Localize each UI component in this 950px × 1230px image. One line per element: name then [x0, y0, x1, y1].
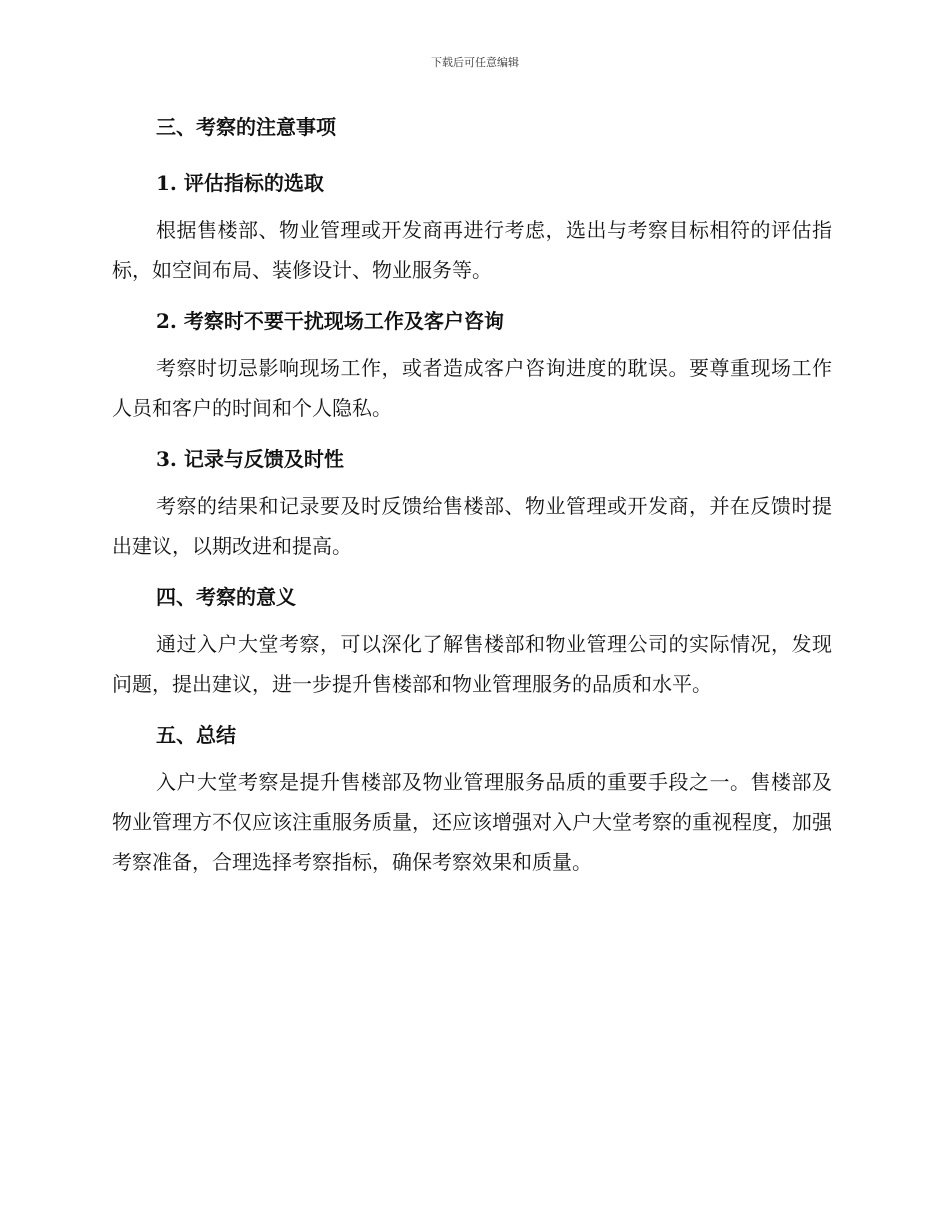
subsection-1-body: 根据售楼部、物业管理或开发商再进行考虑，选出与考察目标相符的评估指标，如空间布局、装修设计、物业服务等。 [112, 218, 832, 282]
subsection-2-title: 2. 考察时不要干扰现场工作及客户咨询 [156, 309, 504, 333]
section-5-title: 五、总结 [156, 723, 236, 747]
document-body [112, 112, 832, 882]
subsection-3-title: 3. 记录与反馈及时性 [156, 447, 344, 471]
section-4-body: 通过入户大堂考察，可以深化了解售楼部和物业管理公司的实际情况，发现问题，提出建议，进一步提升售楼部和物业管理服务的品质和水平。 [112, 632, 832, 696]
page-header: 下载后可任意编辑 [431, 56, 519, 69]
subsection-1-title: 1. 评估指标的选取 [156, 171, 324, 195]
section-4-title: 四、考察的意义 [156, 585, 296, 609]
subsection-2-body: 考察时切忌影响现场工作，或者造成客户咨询进度的耽误。要尊重现场工作人员和客户的时间和个人隐私。 [112, 356, 832, 420]
subsection-3-body: 考察的结果和记录要及时反馈给售楼部、物业管理或开发商，并在反馈时提出建议，以期改进和提高。 [112, 494, 832, 558]
section-5-body: 入户大堂考察是提升售楼部及物业管理服务品质的重要手段之一。售楼部及物业管理方不仅应该注重服务质量，还应该增强对入户大堂考察的重视程度，加强考察准备，合理选择考察指标，确保考察效果和质量。 [112, 770, 832, 874]
section-3-title: 三、考察的注意事项 [156, 115, 336, 139]
